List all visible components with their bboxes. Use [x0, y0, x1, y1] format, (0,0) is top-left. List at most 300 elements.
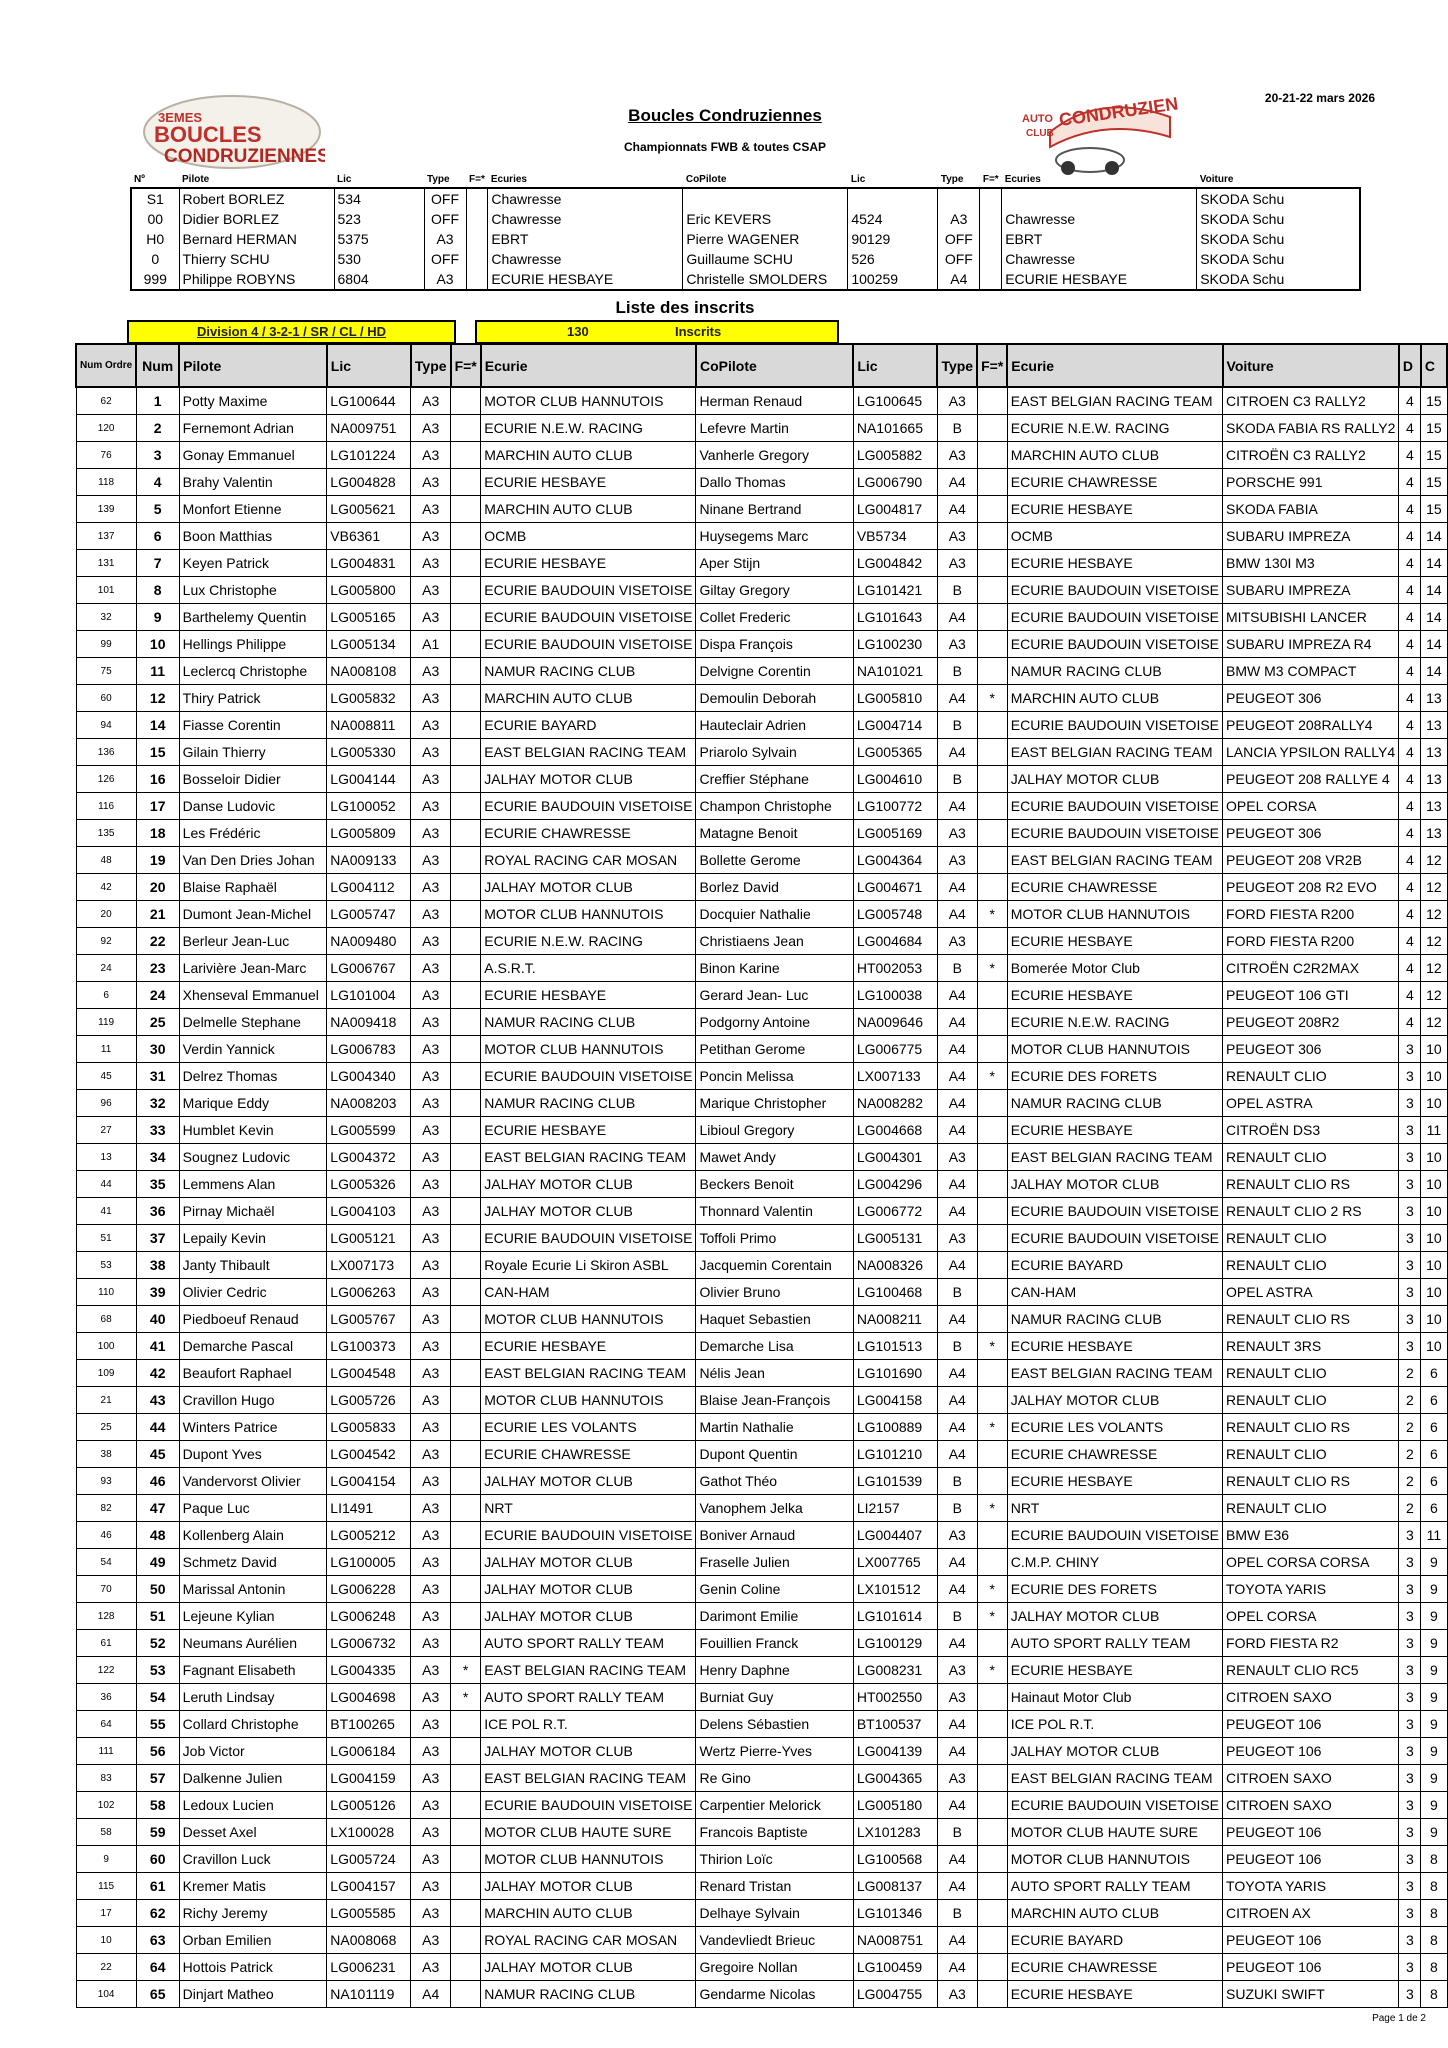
entry-cell: LG004548	[327, 1360, 411, 1387]
entry-cell: LG005748	[853, 901, 937, 928]
entry-cell: RENAULT CLIO RS	[1223, 1468, 1399, 1495]
entry-cell: Gonay Emmanuel	[179, 442, 327, 469]
entry-cell: LG004817	[853, 496, 937, 523]
entry-cell: 111	[76, 1738, 136, 1765]
entry-cell: LG005330	[327, 739, 411, 766]
entry-cell: Aper Stijn	[696, 550, 853, 577]
entry-cell: 59	[136, 1819, 179, 1846]
entry-cell: FORD FIESTA R2	[1223, 1630, 1399, 1657]
entry-cell: MITSUBISHI LANCER	[1223, 604, 1399, 631]
entry-cell: *	[977, 1414, 1007, 1441]
entry-cell: ECURIE HESBAYE	[1007, 1333, 1222, 1360]
entry-cell: 4	[1399, 847, 1421, 874]
entry-cell: A3	[411, 793, 451, 820]
entry-cell: 45	[76, 1063, 136, 1090]
entry-cell: LG004407	[853, 1522, 937, 1549]
entry-cell	[451, 1198, 481, 1225]
entry-cell: 3	[1399, 1279, 1421, 1306]
entry-cell: JALHAY MOTOR CLUB	[1007, 1738, 1222, 1765]
entry-cell: Lefevre Martin	[696, 415, 853, 442]
entry-cell: 17	[76, 1900, 136, 1927]
entry-cell: 9	[1421, 1819, 1447, 1846]
entry-cell: MOTOR CLUB HANNUTOIS	[1007, 1036, 1222, 1063]
entry-cell: A3	[411, 1441, 451, 1468]
entry-cell: Les Frédéric	[179, 820, 327, 847]
entry-cell: Podgorny Antoine	[696, 1009, 853, 1036]
entry-cell: LG005621	[327, 496, 411, 523]
entry-cell: HT002053	[853, 955, 937, 982]
entry-row	[76, 739, 1447, 766]
entry-cell: PEUGEOT 106	[1223, 1846, 1399, 1873]
entry-cell: 62	[76, 387, 136, 415]
entry-cell	[977, 1873, 1007, 1900]
official-cell: Eric KEVERS	[683, 209, 848, 229]
entry-cell: JALHAY MOTOR CLUB	[1007, 1603, 1222, 1630]
official-cell: A3	[938, 209, 980, 229]
entries-col-header: Type	[937, 344, 977, 387]
entry-cell: 15	[136, 739, 179, 766]
entry-cell	[451, 1333, 481, 1360]
entry-cell	[451, 1144, 481, 1171]
entry-cell: EAST BELGIAN RACING TEAM	[481, 1765, 696, 1792]
entry-cell	[977, 847, 1007, 874]
entry-cell: 9	[76, 1846, 136, 1873]
entry-cell	[451, 1927, 481, 1954]
entry-cell: ECURIE HESBAYE	[481, 1333, 696, 1360]
entry-cell: PEUGEOT 306	[1223, 685, 1399, 712]
entry-cell: LG101224	[327, 442, 411, 469]
entry-cell: ECURIE N.E.W. RACING	[1007, 415, 1222, 442]
entry-cell: B	[937, 1495, 977, 1522]
entry-cell: B	[937, 577, 977, 604]
entry-cell: Berleur Jean-Luc	[179, 928, 327, 955]
entry-cell: A4	[937, 1360, 977, 1387]
entry-cell: A4	[937, 1954, 977, 1981]
entry-cell: 128	[76, 1603, 136, 1630]
entry-cell: Blaise Raphaël	[179, 874, 327, 901]
entry-cell	[451, 901, 481, 928]
entry-cell: Pirnay Michaël	[179, 1198, 327, 1225]
entry-cell: A4	[937, 1090, 977, 1117]
entry-cell: A3	[411, 1684, 451, 1711]
entry-cell: B	[937, 658, 977, 685]
entry-cell	[977, 820, 1007, 847]
entry-cell: ECURIE BAUDOUIN VISETOISE	[1007, 793, 1222, 820]
entry-cell: Fiasse Corentin	[179, 712, 327, 739]
entry-cell: LG004340	[327, 1063, 411, 1090]
logo-right-line3: CONDRUZIEN	[1057, 93, 1180, 130]
official-cell: 100259	[848, 269, 938, 290]
entry-cell: 5	[136, 496, 179, 523]
entry-cell: Kremer Matis	[179, 1873, 327, 1900]
entry-cell: A3	[411, 442, 451, 469]
entry-cell: B	[937, 766, 977, 793]
entry-cell: 3	[1399, 1522, 1421, 1549]
officials-col-header: F=*	[469, 174, 485, 185]
entry-cell: EAST BELGIAN RACING TEAM	[1007, 1144, 1222, 1171]
entry-row	[76, 685, 1447, 712]
entry-cell: 25	[136, 1009, 179, 1036]
entry-row	[76, 1522, 1447, 1549]
entry-cell: 56	[136, 1738, 179, 1765]
entry-cell: LG004684	[853, 928, 937, 955]
entry-cell: SUZUKI SWIFT	[1223, 1981, 1399, 2008]
entry-row	[76, 442, 1447, 469]
entry-cell: NA009418	[327, 1009, 411, 1036]
entry-cell: 100	[76, 1333, 136, 1360]
entry-cell: Wertz Pierre-Yves	[696, 1738, 853, 1765]
entry-cell: 6	[1421, 1495, 1447, 1522]
entry-cell: A4	[937, 1711, 977, 1738]
entry-cell: CAN-HAM	[481, 1279, 696, 1306]
entry-cell: 115	[76, 1873, 136, 1900]
entry-cell: 3	[1399, 1927, 1421, 1954]
entry-cell: RENAULT CLIO 2 RS	[1223, 1198, 1399, 1225]
entry-cell: Vanherle Gregory	[696, 442, 853, 469]
entry-cell: 120	[76, 415, 136, 442]
entry-cell: JALHAY MOTOR CLUB	[481, 874, 696, 901]
entries-col-header: Num Ordre	[76, 344, 136, 387]
entry-cell: ECURIE BAUDOUIN VISETOISE	[481, 577, 696, 604]
entry-cell: *	[977, 685, 1007, 712]
entry-cell: 2	[1399, 1468, 1421, 1495]
entry-cell: LG004714	[853, 712, 937, 739]
entry-cell: RENAULT CLIO RS	[1223, 1171, 1399, 1198]
entry-cell: Gilain Thierry	[179, 739, 327, 766]
entry-cell: NA008211	[853, 1306, 937, 1333]
entry-cell: JALHAY MOTOR CLUB	[481, 1954, 696, 1981]
entry-cell: LANCIA YPSILON RALLY4	[1223, 739, 1399, 766]
entry-cell	[451, 1117, 481, 1144]
entry-row	[76, 793, 1447, 820]
entry-cell: ECURIE BAUDOUIN VISETOISE	[481, 1225, 696, 1252]
entry-cell: RENAULT CLIO	[1223, 1063, 1399, 1090]
entry-cell: JALHAY MOTOR CLUB	[481, 1468, 696, 1495]
entry-row	[76, 1819, 1447, 1846]
official-cell: OFF	[938, 249, 980, 269]
entry-cell: 10	[1421, 1198, 1447, 1225]
entry-cell: Delrez Thomas	[179, 1063, 327, 1090]
entry-cell: LG100129	[853, 1630, 937, 1657]
officials-col-header: Ecuries	[490, 174, 527, 185]
entry-cell: 44	[136, 1414, 179, 1441]
entry-cell: Priarolo Sylvain	[696, 739, 853, 766]
entry-cell: RENAULT CLIO	[1223, 1441, 1399, 1468]
entry-cell: 6	[1421, 1387, 1447, 1414]
entry-cell: OPEL CORSA	[1223, 793, 1399, 820]
entry-cell: 6	[76, 982, 136, 1009]
entry-row	[76, 1090, 1447, 1117]
entry-cell: NA008203	[327, 1090, 411, 1117]
entry-cell: ECURIE BAYARD	[1007, 1927, 1222, 1954]
official-cell: SKODA Schu	[1197, 188, 1360, 209]
entry-cell: 3	[1399, 1792, 1421, 1819]
entry-cell: 33	[136, 1117, 179, 1144]
entry-cell: A4	[937, 1549, 977, 1576]
entry-cell	[451, 1063, 481, 1090]
entry-cell	[977, 1981, 1007, 2008]
entries-body	[76, 387, 1447, 2008]
entry-cell: A3	[411, 1144, 451, 1171]
official-cell: A4	[938, 269, 980, 290]
entry-cell	[451, 847, 481, 874]
entry-cell: LG100644	[327, 387, 411, 415]
entry-cell: MARCHIN AUTO CLUB	[1007, 442, 1222, 469]
entry-cell: PEUGEOT 208R2	[1223, 1009, 1399, 1036]
entry-cell: RENAULT CLIO	[1223, 1144, 1399, 1171]
entry-cell: 3	[1399, 1954, 1421, 1981]
entry-cell: 75	[76, 658, 136, 685]
entry-cell: 92	[76, 928, 136, 955]
entry-cell: Hottois Patrick	[179, 1954, 327, 1981]
entry-cell: SUBARU IMPREZA R4	[1223, 631, 1399, 658]
entry-cell	[977, 712, 1007, 739]
entry-cell: MARCHIN AUTO CLUB	[481, 442, 696, 469]
entry-cell: LG004671	[853, 874, 937, 901]
entry-cell: A4	[937, 1576, 977, 1603]
entry-cell: ECURIE BAUDOUIN VISETOISE	[481, 631, 696, 658]
entry-cell: A4	[937, 1036, 977, 1063]
entry-cell: EAST BELGIAN RACING TEAM	[481, 739, 696, 766]
entry-cell: ECURIE BAUDOUIN VISETOISE	[481, 793, 696, 820]
entry-cell: 3	[1399, 1738, 1421, 1765]
entry-row	[76, 1792, 1447, 1819]
entry-cell: NA101119	[327, 1981, 411, 2008]
entry-cell: A4	[937, 496, 977, 523]
entry-row	[76, 1414, 1447, 1441]
entry-cell	[451, 604, 481, 631]
entry-cell: NA008282	[853, 1090, 937, 1117]
entry-row	[76, 1036, 1447, 1063]
entry-cell: A1	[411, 631, 451, 658]
entry-cell: PEUGEOT 106	[1223, 1927, 1399, 1954]
entry-cell: *	[977, 1495, 1007, 1522]
entry-cell: A4	[937, 1171, 977, 1198]
entry-cell: 118	[76, 469, 136, 496]
entry-cell: 4	[1399, 550, 1421, 577]
entry-cell: A3	[411, 1576, 451, 1603]
entry-cell	[451, 1873, 481, 1900]
entry-cell: 2	[1399, 1360, 1421, 1387]
rally-logo	[140, 90, 325, 170]
entry-cell: 104	[76, 1981, 136, 2008]
entry-cell: EAST BELGIAN RACING TEAM	[1007, 739, 1222, 766]
entry-cell: 13	[1421, 739, 1447, 766]
entry-cell: MOTOR CLUB HANNUTOIS	[481, 1306, 696, 1333]
entry-cell: Schmetz David	[179, 1549, 327, 1576]
entry-cell: Dupont Quentin	[696, 1441, 853, 1468]
entry-cell: A3	[937, 928, 977, 955]
entry-cell: 3	[1399, 1657, 1421, 1684]
entry-cell: 18	[136, 820, 179, 847]
entry-cell: LG004610	[853, 766, 937, 793]
entry-cell: A3	[411, 982, 451, 1009]
entry-cell: 109	[76, 1360, 136, 1387]
entry-cell: ECURIE CHAWRESSE	[1007, 1954, 1222, 1981]
entry-cell	[451, 1738, 481, 1765]
entry-cell: 17	[136, 793, 179, 820]
entry-cell: CITROEN SAXO	[1223, 1792, 1399, 1819]
entry-cell: Francois Baptiste	[696, 1819, 853, 1846]
entry-cell: Dalkenne Julien	[179, 1765, 327, 1792]
entry-cell: A3	[411, 550, 451, 577]
entry-cell	[451, 1981, 481, 2008]
entry-cell: 4	[1399, 658, 1421, 685]
entry-cell: LG006732	[327, 1630, 411, 1657]
entry-cell: JALHAY MOTOR CLUB	[481, 1873, 696, 1900]
entry-cell: 50	[136, 1576, 179, 1603]
official-cell: Guillaume SCHU	[683, 249, 848, 269]
entry-cell: 4	[1399, 604, 1421, 631]
entry-cell: NRT	[1007, 1495, 1222, 1522]
entry-cell: ECURIE HESBAYE	[481, 982, 696, 1009]
entry-cell	[977, 1144, 1007, 1171]
entry-cell: NAMUR RACING CLUB	[481, 1981, 696, 2008]
entry-cell: Delmelle Stephane	[179, 1009, 327, 1036]
entry-cell: 4	[1399, 469, 1421, 496]
entry-cell: 3	[1399, 1549, 1421, 1576]
entry-cell	[451, 1252, 481, 1279]
entry-cell: LG005212	[327, 1522, 411, 1549]
entry-cell: MOTOR CLUB HANNUTOIS	[1007, 901, 1222, 928]
entry-cell: NA009646	[853, 1009, 937, 1036]
entry-cell: PEUGEOT 306	[1223, 820, 1399, 847]
entry-cell: LG100568	[853, 1846, 937, 1873]
entry-cell: 14	[1421, 631, 1447, 658]
officials-col-header: Nº	[134, 174, 145, 185]
entry-cell: 6	[136, 523, 179, 550]
entry-cell: Cravillon Hugo	[179, 1387, 327, 1414]
entry-cell	[451, 1900, 481, 1927]
entry-cell: 10	[1421, 1225, 1447, 1252]
entry-row	[76, 1711, 1447, 1738]
entry-cell: LG101690	[853, 1360, 937, 1387]
entry-cell: NA008326	[853, 1252, 937, 1279]
entry-cell: JALHAY MOTOR CLUB	[481, 1738, 696, 1765]
entry-cell: Gerard Jean- Luc	[696, 982, 853, 1009]
entry-cell: 60	[76, 685, 136, 712]
entry-cell: LG006767	[327, 955, 411, 982]
entry-cell: LG005833	[327, 1414, 411, 1441]
entry-cell: Desset Axel	[179, 1819, 327, 1846]
event-dates: 20-21-22 mars 2026	[1264, 91, 1375, 105]
entry-cell: 20	[76, 901, 136, 928]
entry-row	[76, 496, 1447, 523]
entry-cell	[451, 1306, 481, 1333]
entry-cell: 53	[76, 1252, 136, 1279]
entry-cell	[977, 1846, 1007, 1873]
official-cell: 6804	[334, 269, 424, 290]
entry-cell: BT100537	[853, 1711, 937, 1738]
entry-cell	[977, 1171, 1007, 1198]
entry-cell: Champon Christophe	[696, 793, 853, 820]
entry-cell: 45	[136, 1441, 179, 1468]
entry-cell	[977, 604, 1007, 631]
entry-cell: A3	[937, 550, 977, 577]
entry-cell: LG004842	[853, 550, 937, 577]
entries-header-row	[76, 344, 1447, 387]
entry-cell	[977, 874, 1007, 901]
entry-cell: ECURIE LES VOLANTS	[481, 1414, 696, 1441]
entry-cell: RENAULT 3RS	[1223, 1333, 1399, 1360]
entry-cell: *	[977, 1603, 1007, 1630]
entry-cell: CITROEN SAXO	[1223, 1765, 1399, 1792]
entry-cell: 10	[1421, 1306, 1447, 1333]
entry-cell: 126	[76, 766, 136, 793]
entry-cell: BT100265	[327, 1711, 411, 1738]
entry-cell: 12	[1421, 874, 1447, 901]
entry-cell: 3	[1399, 1603, 1421, 1630]
entry-cell: A3	[411, 1090, 451, 1117]
entries-col-header: F=*	[451, 344, 481, 387]
entry-cell: 13	[1421, 793, 1447, 820]
entry-cell	[451, 685, 481, 712]
entry-cell	[977, 739, 1007, 766]
entries-count: 130	[567, 324, 589, 339]
entry-cell: JALHAY MOTOR CLUB	[481, 1603, 696, 1630]
entry-cell	[451, 658, 481, 685]
entry-cell: 6	[1421, 1468, 1447, 1495]
entry-cell: 3	[1399, 1252, 1421, 1279]
entry-cell: B	[937, 1333, 977, 1360]
entry-cell: LG101614	[853, 1603, 937, 1630]
entry-cell	[977, 793, 1007, 820]
entry-cell: LG006775	[853, 1036, 937, 1063]
entry-cell	[451, 1846, 481, 1873]
entry-cell: 3	[1399, 1333, 1421, 1360]
entry-cell: JALHAY MOTOR CLUB	[481, 1549, 696, 1576]
entry-cell: LX007173	[327, 1252, 411, 1279]
entry-cell	[451, 496, 481, 523]
officials-col-header: Ecuries	[1004, 174, 1041, 185]
entry-row	[76, 928, 1447, 955]
entries-col-header: CoPilote	[696, 344, 853, 387]
entry-cell: Janty Thibault	[179, 1252, 327, 1279]
entry-cell: LG101004	[327, 982, 411, 1009]
entry-cell: VB6361	[327, 523, 411, 550]
entry-cell: C.M.P. CHINY	[1007, 1549, 1222, 1576]
entry-row	[76, 1063, 1447, 1090]
entry-row	[76, 604, 1447, 631]
entry-cell: A3	[411, 1792, 451, 1819]
entry-row	[76, 1954, 1447, 1981]
official-cell	[938, 188, 980, 209]
entry-cell: 51	[136, 1603, 179, 1630]
entry-cell	[977, 1360, 1007, 1387]
entry-cell: PORSCHE 991	[1223, 469, 1399, 496]
entry-cell: Borlez David	[696, 874, 853, 901]
entry-row	[76, 1009, 1447, 1036]
entry-row	[76, 1738, 1447, 1765]
entry-cell: OCMB	[1007, 523, 1222, 550]
entry-row	[76, 469, 1447, 496]
entry-cell: A3	[411, 658, 451, 685]
entry-row	[76, 1225, 1447, 1252]
entry-cell: A4	[937, 469, 977, 496]
entry-cell: LG004301	[853, 1144, 937, 1171]
officials-col-header: CoPilote	[685, 174, 727, 185]
entry-cell: LG005767	[327, 1306, 411, 1333]
entry-cell	[977, 577, 1007, 604]
entry-cell: LG101539	[853, 1468, 937, 1495]
entry-cell: NAMUR RACING CLUB	[1007, 1090, 1222, 1117]
entry-cell: 34	[136, 1144, 179, 1171]
entry-cell: Haquet Sebastien	[696, 1306, 853, 1333]
entry-cell	[451, 1441, 481, 1468]
entry-cell: 4	[1399, 928, 1421, 955]
entry-cell: A3	[411, 604, 451, 631]
entry-cell: A4	[937, 793, 977, 820]
